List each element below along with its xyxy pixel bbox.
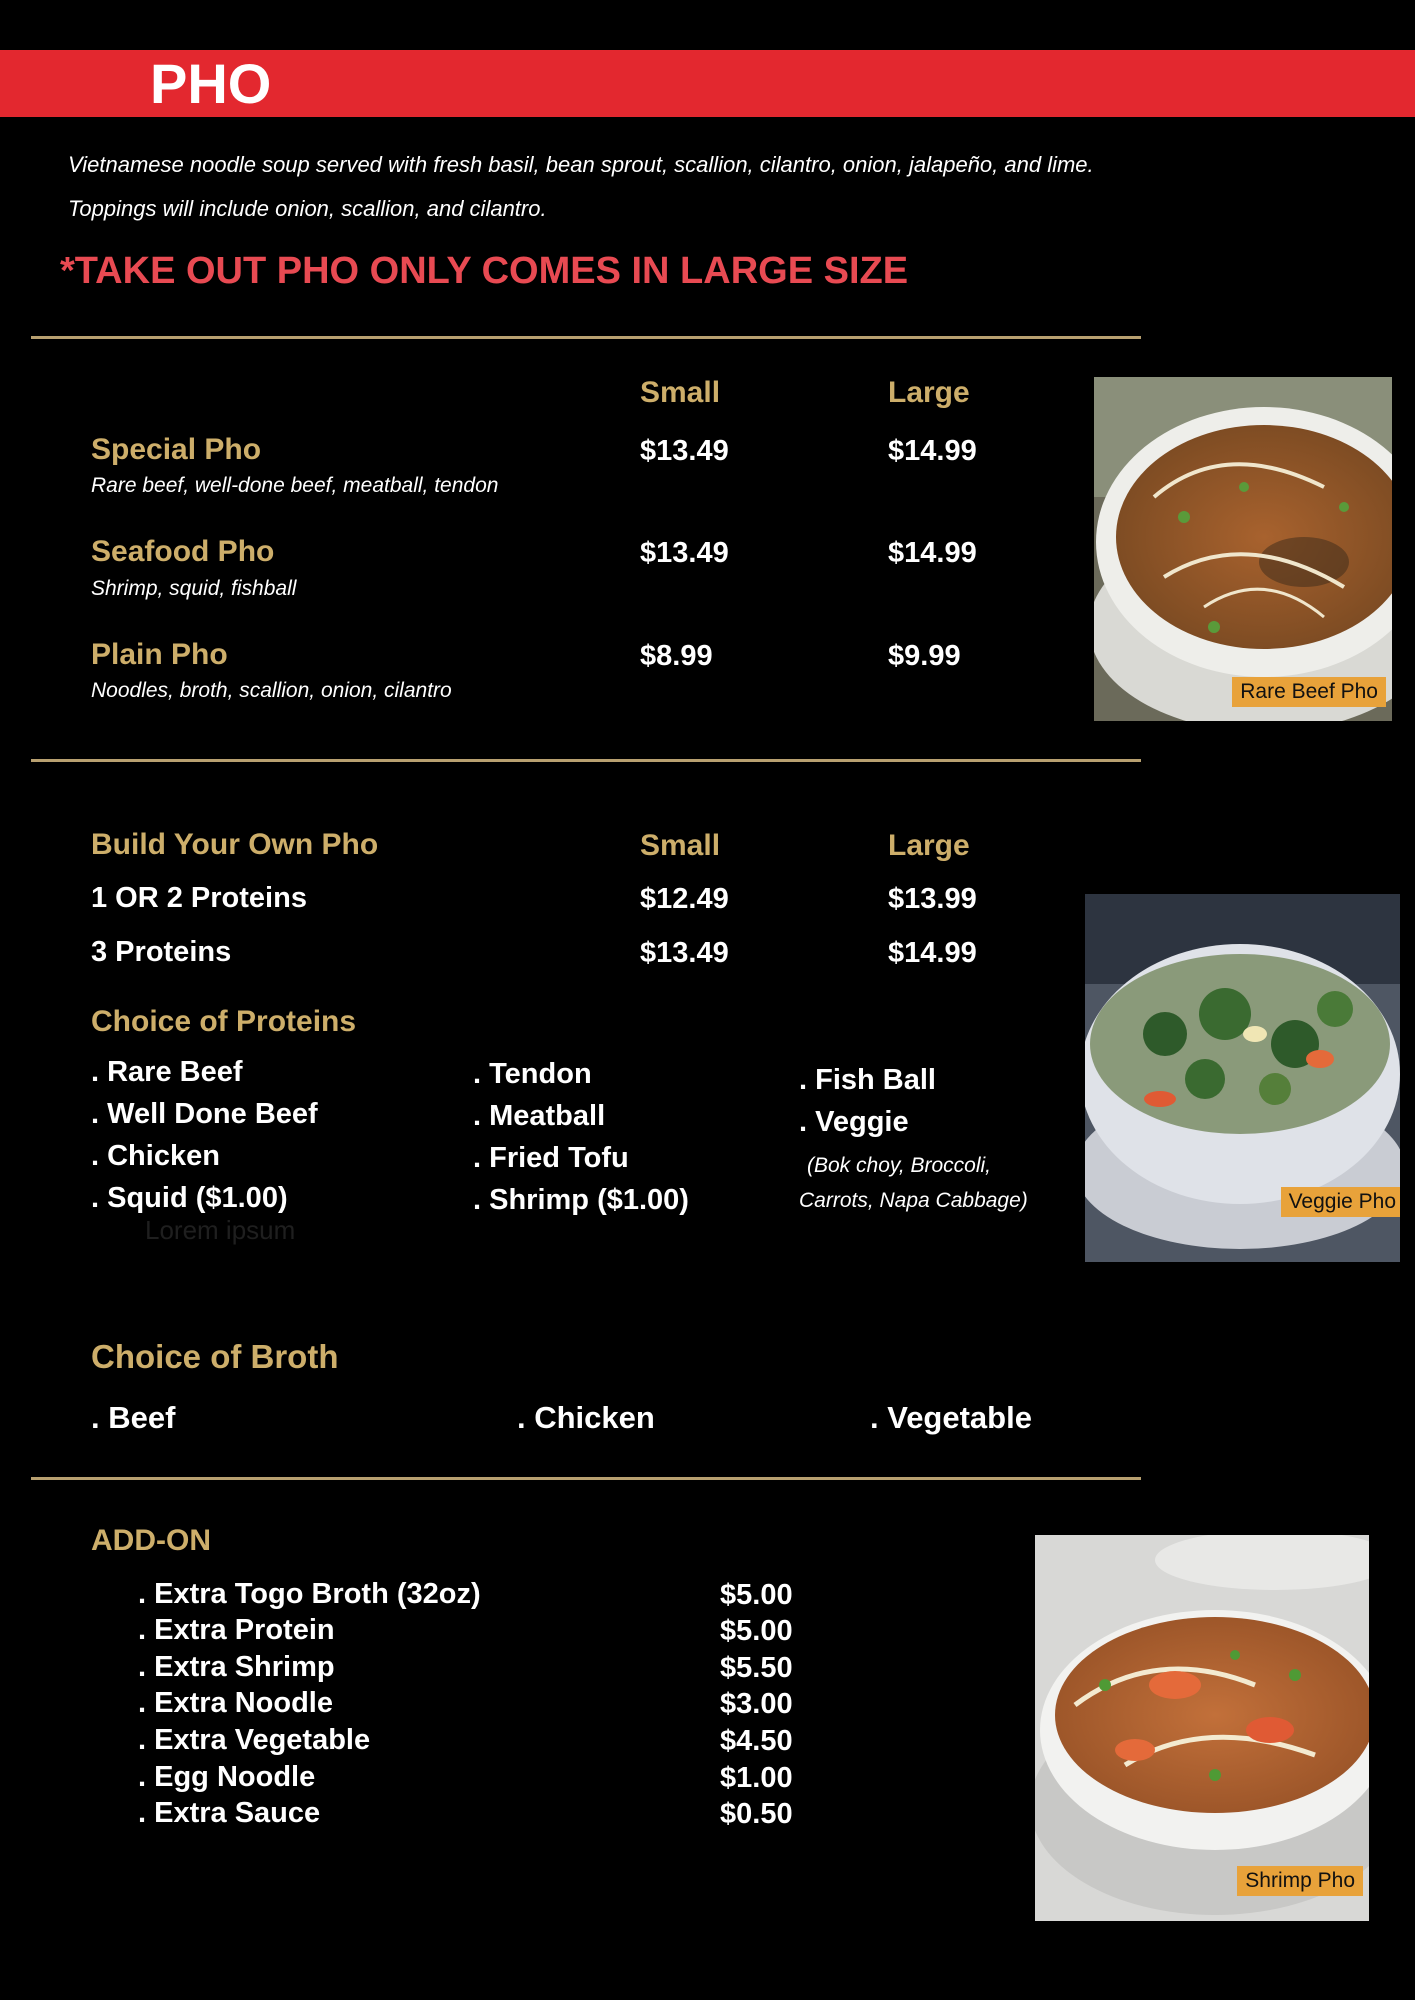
item-price-small: $13.49 bbox=[640, 435, 729, 467]
protein-option: . Fried Tofu bbox=[473, 1142, 629, 1174]
protein-option: . Veggie bbox=[799, 1106, 909, 1138]
item-price-large: $9.99 bbox=[888, 640, 961, 672]
addon-price: $1.00 bbox=[720, 1762, 793, 1794]
addon-title: ADD-ON bbox=[91, 1524, 211, 1557]
shrimp-pho-photo bbox=[1035, 1535, 1369, 1921]
build-price-small: $13.49 bbox=[640, 937, 729, 969]
intro-line-2: Toppings will include onion, scallion, and cilantro. bbox=[68, 196, 547, 221]
specials-large-header: Large bbox=[888, 376, 970, 409]
item-price-small: $8.99 bbox=[640, 640, 713, 672]
build-small-header: Small bbox=[640, 829, 721, 862]
photo-caption: Shrimp Pho bbox=[1237, 1866, 1363, 1896]
protein-option: . Shrimp ($1.00) bbox=[473, 1184, 689, 1216]
protein-option: . Tendon bbox=[473, 1058, 592, 1090]
broth-option: . Vegetable bbox=[870, 1400, 1032, 1435]
addon-item: . Extra Noodle bbox=[138, 1687, 333, 1719]
item-name: Plain Pho bbox=[91, 638, 228, 671]
item-description: Rare beef, well-done beef, meatball, tendon bbox=[91, 474, 499, 497]
addon-price: $5.00 bbox=[720, 1615, 793, 1647]
protein-option: . Rare Beef bbox=[91, 1056, 243, 1088]
addon-item: . Extra Sauce bbox=[138, 1797, 321, 1829]
protein-option: . Fish Ball bbox=[799, 1064, 936, 1096]
protein-option: . Meatball bbox=[473, 1100, 606, 1132]
veggie-note-1: (Bok choy, Broccoli, bbox=[807, 1154, 992, 1177]
protein-option: . Squid ($1.00) bbox=[91, 1182, 288, 1214]
addon-item: . Extra Vegetable bbox=[138, 1724, 371, 1756]
item-name: Special Pho bbox=[91, 433, 262, 466]
takeout-warning: *TAKE OUT PHO ONLY COMES IN LARGE SIZE bbox=[60, 250, 909, 292]
item-price-small: $13.49 bbox=[640, 537, 729, 569]
item-description: Noodles, broth, scallion, onion, cilantro bbox=[91, 679, 452, 702]
item-name: Seafood Pho bbox=[91, 535, 275, 568]
page-title: PHO bbox=[150, 52, 272, 115]
build-price-large: $14.99 bbox=[888, 937, 977, 969]
photo-caption: Rare Beef Pho bbox=[1232, 677, 1386, 707]
broth-title: Choice of Broth bbox=[91, 1338, 339, 1375]
addon-price: $3.00 bbox=[720, 1688, 793, 1720]
item-price-large: $14.99 bbox=[888, 537, 977, 569]
divider bbox=[31, 336, 1141, 339]
divider bbox=[31, 759, 1141, 762]
item-description: Shrimp, squid, fishball bbox=[91, 577, 297, 600]
veggie-note-2: Carrots, Napa Cabbage) bbox=[799, 1189, 1028, 1212]
build-row-label: 3 Proteins bbox=[91, 936, 232, 968]
placeholder-text: Lorem ipsum bbox=[145, 1215, 296, 1245]
build-large-header: Large bbox=[888, 829, 970, 862]
protein-option: . Well Done Beef bbox=[91, 1098, 318, 1130]
build-your-own-title: Build Your Own Pho bbox=[91, 828, 379, 861]
item-price-large: $14.99 bbox=[888, 435, 977, 467]
build-row-label: 1 OR 2 Proteins bbox=[91, 882, 307, 914]
addon-price: $5.50 bbox=[720, 1652, 793, 1684]
addon-item: . Extra Protein bbox=[138, 1614, 335, 1646]
protein-option: . Chicken bbox=[91, 1140, 220, 1172]
divider bbox=[31, 1477, 1141, 1480]
intro-line-1: Vietnamese noodle soup served with fresh basil, bean sprout, scallion, cilantro, onion, jalapeño, and lime. bbox=[68, 152, 1094, 177]
broth-option: . Beef bbox=[91, 1400, 176, 1435]
specials-small-header: Small bbox=[640, 376, 721, 409]
addon-price: $5.00 bbox=[720, 1579, 793, 1611]
photo-caption: Veggie Pho bbox=[1281, 1187, 1400, 1217]
build-price-large: $13.99 bbox=[888, 883, 977, 915]
veggie-pho-photo bbox=[1085, 894, 1400, 1262]
rare-beef-pho-photo bbox=[1094, 377, 1392, 721]
addon-price: $0.50 bbox=[720, 1798, 793, 1830]
addon-price: $4.50 bbox=[720, 1725, 793, 1757]
addon-item: . Egg Noodle bbox=[138, 1761, 316, 1793]
broth-option: . Chicken bbox=[517, 1400, 655, 1435]
addon-item: . Extra Togo Broth (32oz) bbox=[138, 1578, 481, 1610]
proteins-title: Choice of Proteins bbox=[91, 1005, 357, 1038]
addon-item: . Extra Shrimp bbox=[138, 1651, 335, 1683]
build-price-small: $12.49 bbox=[640, 883, 729, 915]
